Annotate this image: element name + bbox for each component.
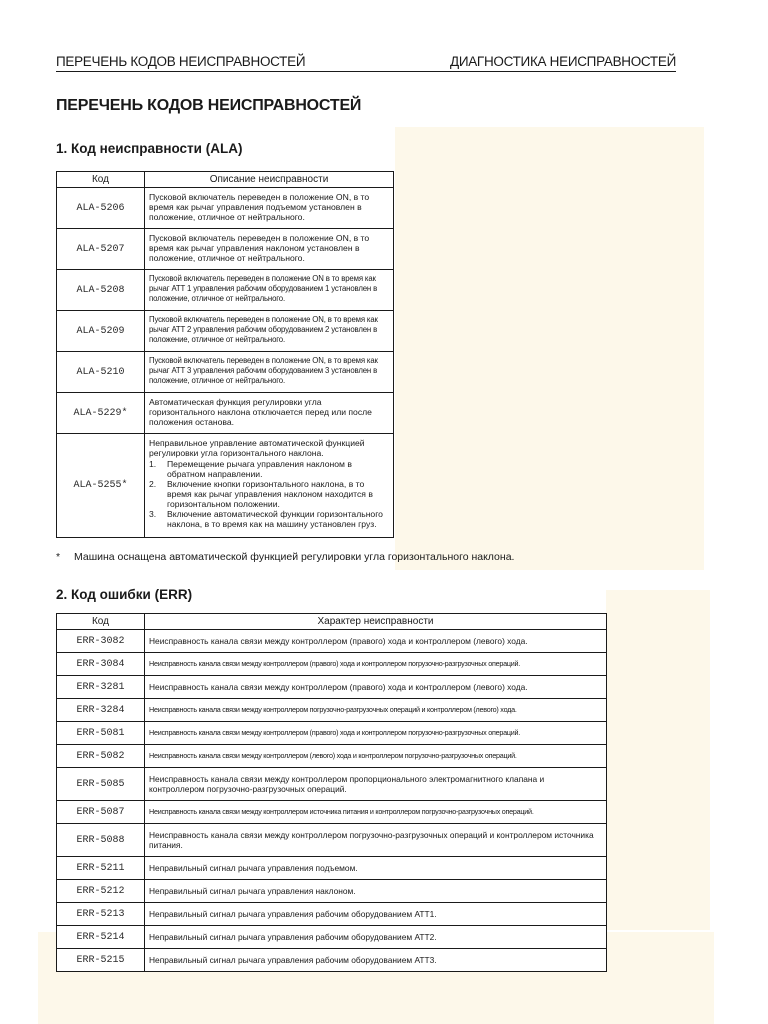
- code-cell: ERR-5214: [57, 926, 145, 949]
- description-cell: Пусковой включатель переведен в положение ON, в то время как рычаг ATT 3 управления рабочим оборудованием 3 установлен в положение, отличное от нейтрального.: [145, 352, 394, 393]
- list-item-text: Включение кнопки горизонтального наклона, в то время как рычаг управления наклоном находится в горизонтальном положении.: [167, 479, 373, 509]
- description-cell: Неисправность канала связи между контроллером (правого) хода и контроллером погрузочно-разгрузочных операций.: [145, 722, 607, 745]
- description-cell: Неисправность канала связи между контроллером (правого) хода и контроллером погрузочно-разгрузочных операций.: [145, 653, 607, 676]
- code-cell: ERR-3281: [57, 676, 145, 699]
- description-cell: Неисправность канала связи между контроллером источника питания и контроллером погрузочно-разгрузочных операций.: [145, 801, 607, 824]
- table-row: [57, 824, 607, 857]
- code-cell: ERR-5082: [57, 745, 145, 768]
- table-row: [57, 653, 607, 676]
- code-cell: ALA-5229*: [57, 393, 145, 434]
- running-header-left: ПЕРЕЧЕНЬ КОДОВ НЕИСПРАВНОСТЕЙ: [56, 54, 306, 69]
- table-row: [57, 188, 394, 229]
- description-cell: Неправильный сигнал рычага управления рабочим оборудованием ATT3.: [145, 949, 607, 972]
- description-cell: Пусковой включатель переведен в положение ON, в то время как рычаг ATT 2 управления рабочим оборудованием 2 установлен в положение, отличное от нейтрального.: [145, 311, 394, 352]
- table-row: [57, 768, 607, 801]
- code-cell: ERR-3084: [57, 653, 145, 676]
- description-cell: [145, 434, 394, 538]
- footnote: [56, 551, 514, 563]
- section-heading-err: 2. Код ошибки (ERR): [56, 587, 193, 602]
- column-header-code: Код: [57, 172, 145, 188]
- table-row: [57, 270, 394, 311]
- list-item-text: Перемещение рычага управления наклоном в обратном направлении.: [167, 459, 352, 479]
- footnote-text: Машина оснащена автоматической функцией регулировки угла горизонтального наклона.: [74, 551, 515, 563]
- description-cell: Пусковой включатель переведен в положение ON, в то время как рычаг управления подъемом установлен в положение, отличное от нейтрального.: [145, 188, 394, 229]
- table-header-row: [57, 614, 607, 630]
- header-rule: [56, 71, 676, 72]
- code-cell: ERR-5088: [57, 824, 145, 857]
- table-row: [57, 903, 607, 926]
- description-cell: Неисправность канала связи между контроллером погрузочно-разгрузочных операций и контроллером источника питания.: [145, 824, 607, 857]
- code-cell: ERR-5212: [57, 880, 145, 903]
- section-heading-ala: 1. Код неисправности (ALA): [56, 141, 243, 156]
- description-cell: Пусковой включатель переведен в положение ON, в то время как рычаг управления наклоном установлен в положение, отличное от нейтрального.: [145, 229, 394, 270]
- code-cell: ALA-5209: [57, 311, 145, 352]
- description-cell: Неисправность канала связи между контроллером пропорционального электромагнитного клапана и контроллером погрузочно-разгрузочных операций.: [145, 768, 607, 801]
- description-cell: Неисправность канала связи между контроллером (правого) хода и контроллером (левого) хода.: [145, 676, 607, 699]
- steps-list: [149, 459, 389, 529]
- table-row: [57, 352, 394, 393]
- list-item: [149, 509, 389, 529]
- code-cell: ERR-5081: [57, 722, 145, 745]
- code-cell: ERR-5215: [57, 949, 145, 972]
- table-row: [57, 801, 607, 824]
- description-cell: Неправильный сигнал рычага управления подъемом.: [145, 857, 607, 880]
- code-cell: ALA-5208: [57, 270, 145, 311]
- description-cell: Автоматическая функция регулировки угла горизонтального наклона отключается перед или после положения останова.: [145, 393, 394, 434]
- table-row: [57, 393, 394, 434]
- table-row: [57, 926, 607, 949]
- code-cell: ERR-5211: [57, 857, 145, 880]
- code-cell: ALA-5210: [57, 352, 145, 393]
- footnote-mark: *: [56, 551, 61, 563]
- ala-code-table: [56, 171, 394, 538]
- table-row: [57, 699, 607, 722]
- description-cell: Пусковой включатель переведен в положение ON в то время как рычаг ATT 1 управления рабочим оборудованием 1 установлен в положение, отличное от нейтрального.: [145, 270, 394, 311]
- table-row: [57, 434, 394, 538]
- description-cell: Неправильный сигнал рычага управления наклоном.: [145, 880, 607, 903]
- column-header-code: Код: [57, 614, 145, 630]
- table-row: [57, 949, 607, 972]
- code-cell: ALA-5206: [57, 188, 145, 229]
- running-header-right: ДИАГНОСТИКА НЕИСПРАВНОСТЕЙ: [449, 54, 676, 69]
- description-cell: Неисправность канала связи между контроллером (правого) хода и контроллером (левого) хода.: [145, 630, 607, 653]
- list-number: 2.: [149, 479, 157, 489]
- description-cell: Неправильный сигнал рычага управления рабочим оборудованием ATT1.: [145, 903, 607, 926]
- description-cell: Неправильный сигнал рычага управления рабочим оборудованием ATT2.: [145, 926, 607, 949]
- code-cell: ERR-5087: [57, 801, 145, 824]
- code-cell: ALA-5255*: [57, 434, 145, 538]
- column-header-description: Характер неисправности: [145, 614, 607, 630]
- code-cell: ERR-5213: [57, 903, 145, 926]
- table-row: [57, 630, 607, 653]
- table-row: [57, 229, 394, 270]
- list-number: 1.: [149, 459, 157, 469]
- table-row: [57, 745, 607, 768]
- table-row: [57, 880, 607, 903]
- code-cell: ERR-3284: [57, 699, 145, 722]
- table-header-row: [57, 172, 394, 188]
- table-row: [57, 676, 607, 699]
- list-item: [149, 459, 389, 479]
- code-cell: ERR-5085: [57, 768, 145, 801]
- list-number: 3.: [149, 509, 157, 519]
- code-cell: ERR-3082: [57, 630, 145, 653]
- description-intro: Неправильное управление автоматической функцией регулировки угла горизонтального наклона.: [149, 438, 365, 458]
- table-row: [57, 311, 394, 352]
- table-row: [57, 722, 607, 745]
- background-tint: [606, 590, 710, 930]
- description-cell: Неисправность канала связи между контроллером погрузочно-разгрузочных операций и контроллером (левого) хода.: [145, 699, 607, 722]
- table-row: [57, 857, 607, 880]
- list-item: [149, 479, 389, 509]
- code-cell: ALA-5207: [57, 229, 145, 270]
- page-title: ПЕРЕЧЕНЬ КОДОВ НЕИСПРАВНОСТЕЙ: [56, 97, 362, 114]
- list-item-text: Включение автоматической функции горизонтального наклона, в то время как на машину установлен груз.: [167, 509, 383, 529]
- background-tint: [395, 127, 704, 570]
- column-header-description: Описание неисправности: [145, 172, 394, 188]
- err-code-table: [56, 613, 607, 972]
- description-cell: Неисправность канала связи между контроллером (левого) хода и контроллером погрузочно-разгрузочных операций.: [145, 745, 607, 768]
